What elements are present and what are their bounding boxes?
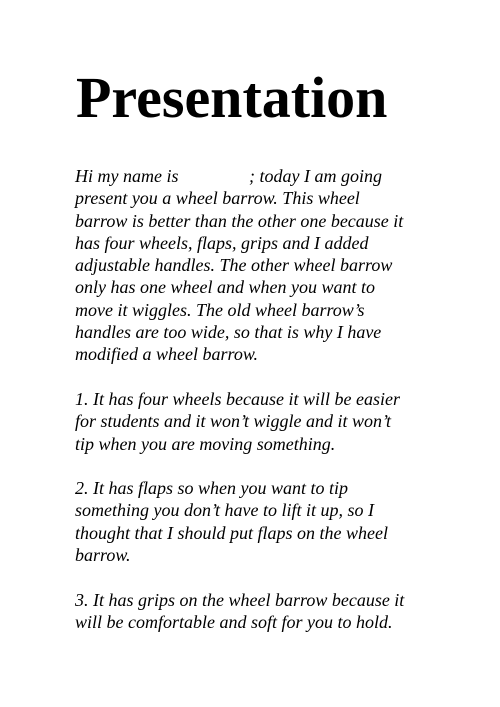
intro-line: only has one wheel and when you want to [75,277,375,298]
point-paragraph-2 [75,477,435,566]
point-line: 3. It has grips on the wheel barrow because it [75,589,405,610]
intro-line: present you a wheel barrow. This wheel [75,188,360,209]
page-title: Presentation [76,65,388,130]
intro-line: modified a wheel barrow. [75,344,258,365]
point-line: something you don’t have to lift it up, so I [75,500,374,521]
intro-line: adjustable handles. The other wheel barrow [75,255,393,276]
point-line: for students and it won’t wiggle and it won’t [75,411,392,432]
name-suffix: ; today I am going [248,166,382,186]
name-prefix: Hi my name is [75,166,183,186]
intro-paragraph [75,165,435,366]
point-paragraph-3 [75,589,435,634]
point-line: thought that I should put flaps on the wheel [75,522,388,543]
intro-line: has four wheels, flaps, grips and I added [75,232,369,253]
point-line: will be comfortable and soft for you to hold. [75,611,393,632]
intro-line [75,165,435,187]
intro-line: move it wiggles. The old wheel barrow’s [75,299,365,320]
intro-line: handles are too wide, so that is why I have [75,322,382,343]
document-body [75,165,435,633]
point-paragraph-1 [75,388,435,455]
intro-line: barrow is better than the other one because it [75,210,404,231]
point-line: 1. It has four wheels because it will be easier [75,388,400,409]
point-line: barrow. [75,545,131,566]
point-line: tip when you are moving something. [75,433,336,454]
point-line: 2. It has flaps so when you want to tip [75,478,349,499]
